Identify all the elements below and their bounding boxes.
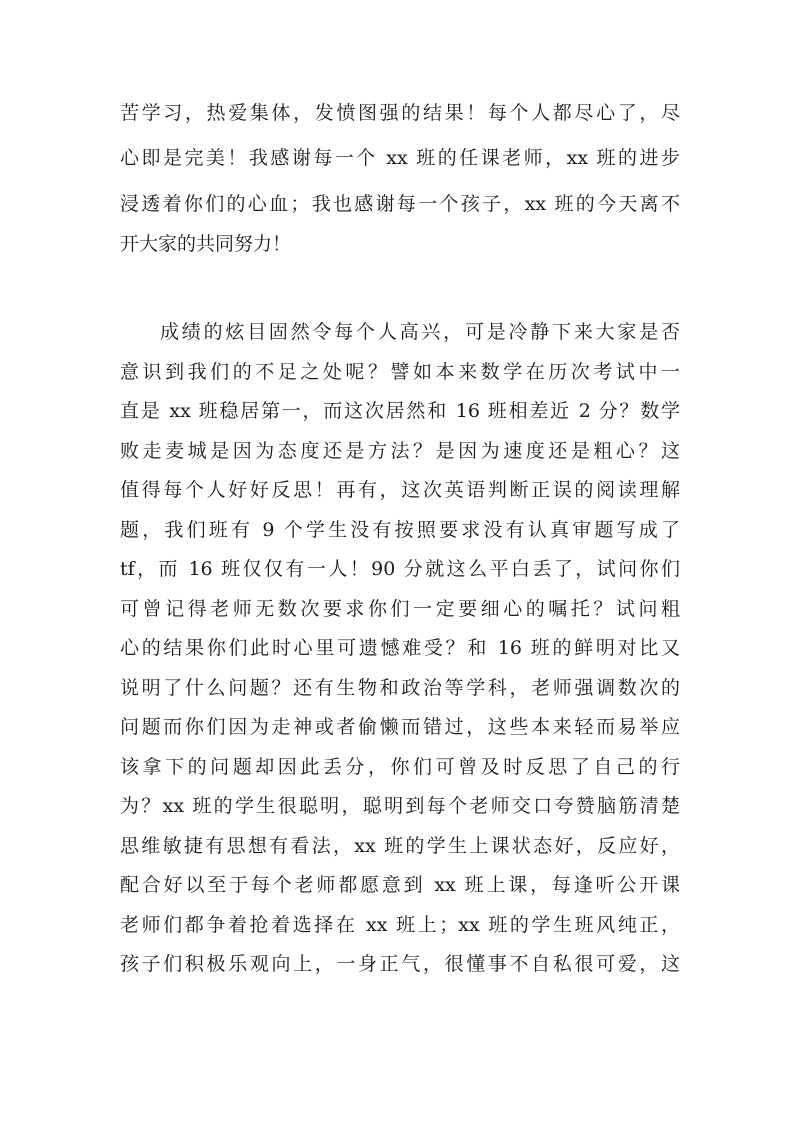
text-line: tf，而 16 班仅仅有一人！90 分就这么平白丢了，试问你们 [120, 558, 680, 580]
text-line: 浸透着你们的心血；我也感谢每一个孩子，xx 班的今天离不 [120, 193, 680, 215]
text-line: 意识到我们的不足之处呢？譬如本来数学在历次考试中一 [120, 361, 680, 383]
text-line: 心即是完美！我感谢每一个 xx 班的任课老师，xx 班的进步 [120, 147, 680, 169]
text-line: 该拿下的问题却因此丢分，你们可曾及时反思了自己的行 [120, 756, 680, 778]
text-line: 说明了什么问题？还有生物和政治等学科，老师强调数次的 [120, 677, 680, 699]
text-line: 题，我们班有 9 个学生没有按照要求没有认真审题写成了 [120, 519, 680, 541]
text-line-first: 成绩的炫目固然令每个人高兴，可是冷静下来大家是否 [160, 321, 680, 343]
text-line: 配合好以至于每个老师都愿意到 xx 班上课，每逢听公开课 [120, 874, 680, 896]
text-line: 直是 xx 班稳居第一，而这次居然和 16 班相差近 2 分？数学 [120, 400, 680, 422]
text-line: 心的结果你们此时心里可遗憾难受？和 16 班的鲜明对比又 [120, 637, 680, 659]
text-line: 苦学习，热爱集体，发愤图强的结果！每个人都尽心了，尽 [120, 102, 680, 124]
text-line: 老师们都争着抢着选择在 xx 班上；xx 班的学生班风纯正， [120, 914, 680, 936]
text-line: 值得每个人好好反思！再有，这次英语判断正误的阅读理解 [120, 479, 680, 501]
text-line: 败走麦城是因为态度还是方法？是因为速度还是粗心？这 [120, 440, 680, 462]
text-line: 孩子们积极乐观向上，一身正气，很懂事不自私很可爱，这 [120, 953, 680, 975]
text-line: 思维敏捷有思想有看法，xx 班的学生上课状态好，反应好， [120, 835, 680, 857]
text-line: 问题而你们因为走神或者偷懒而错过，这些本来轻而易举应 [120, 716, 680, 738]
text-line: 为？xx 班的学生很聪明，聪明到每个老师交口夸赞脑筋清楚 [120, 795, 680, 817]
text-line: 可曾记得老师无数次要求你们一定要细心的嘱托？试问粗 [120, 598, 680, 620]
text-line: 开大家的共同努力！ [120, 233, 292, 255]
